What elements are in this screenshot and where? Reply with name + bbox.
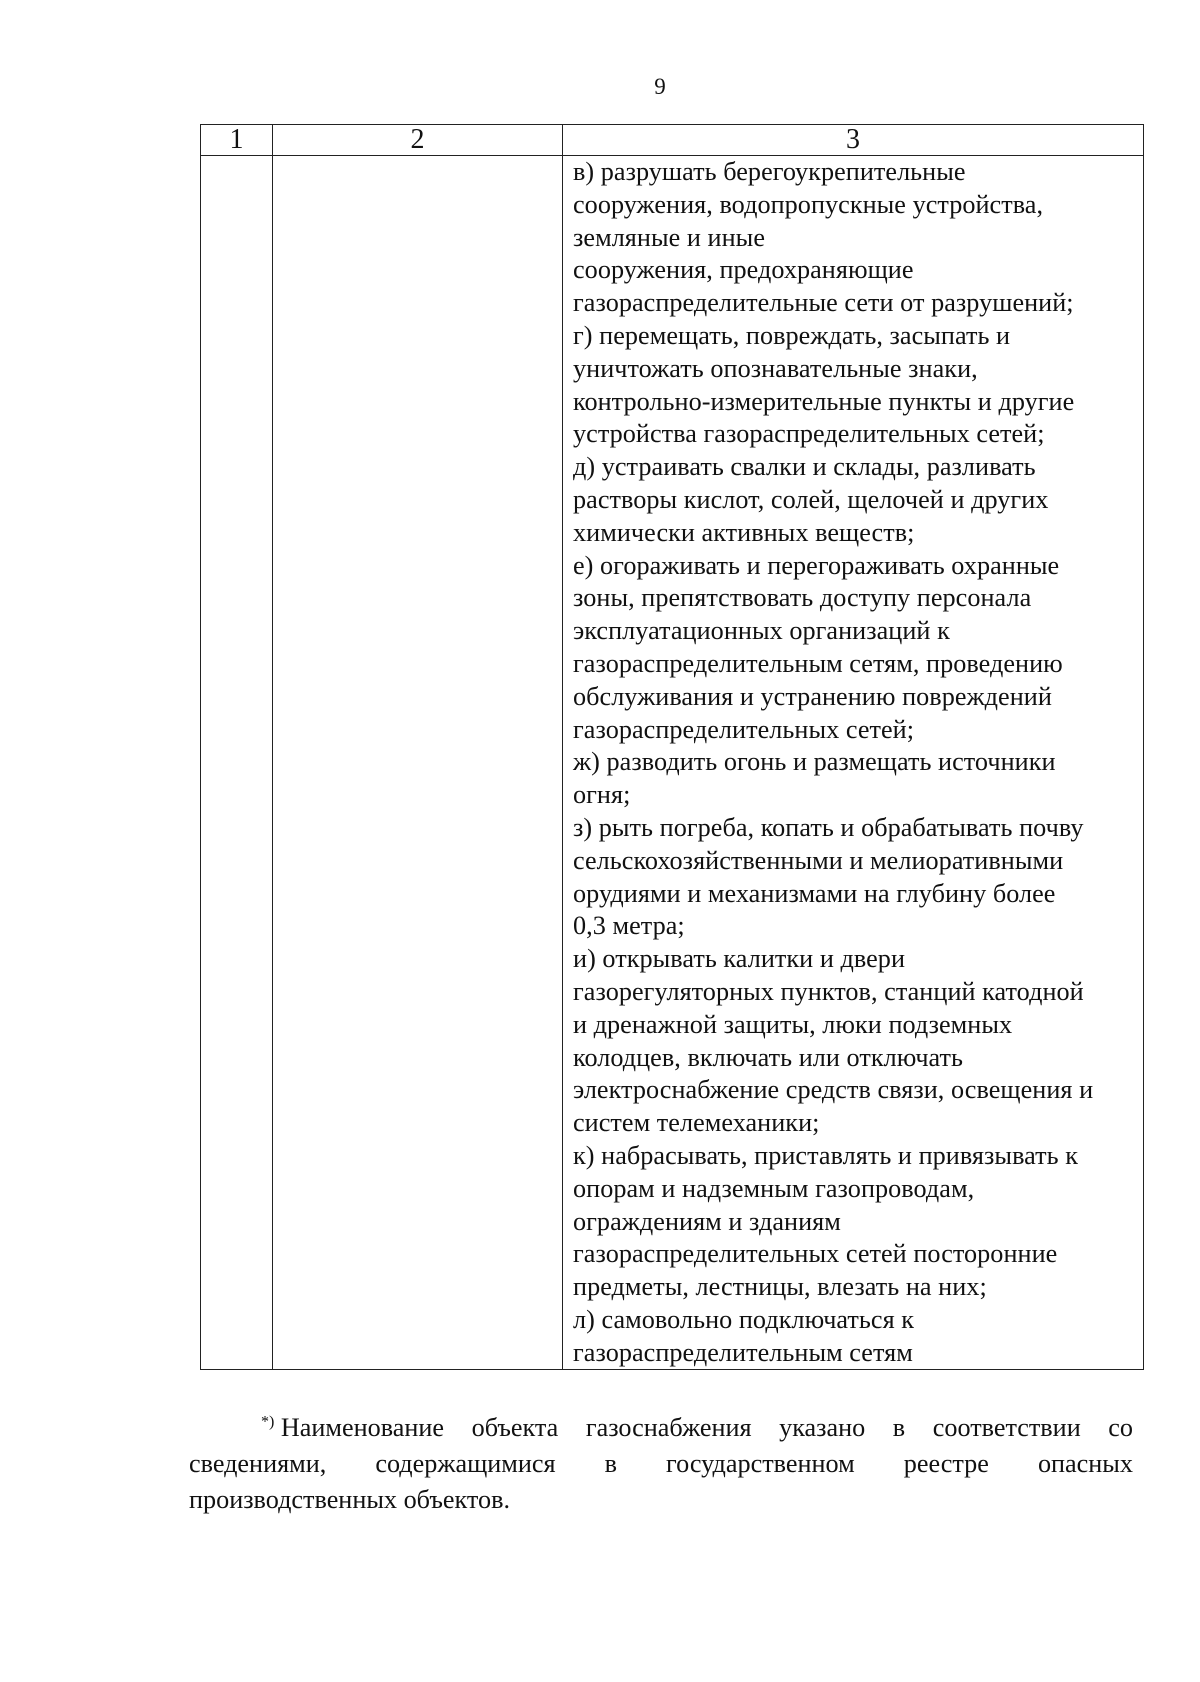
list-item: г) перемещать, повреждать, засыпать и bbox=[573, 320, 1011, 350]
cell-column-3 bbox=[563, 156, 1144, 1370]
list-item: в) разрушать берегоукрепительные bbox=[573, 157, 966, 186]
footnote-word: в bbox=[604, 1449, 617, 1478]
list-item: предметы, лестницы, влезать на них; bbox=[573, 1272, 987, 1302]
list-item: опорам и надземным газопроводам, bbox=[573, 1173, 975, 1203]
list-item: з) рыть погреба, копать и обрабатывать почву bbox=[573, 812, 1084, 842]
list-item: газорегуляторных пунктов, станций катодной bbox=[573, 976, 1084, 1006]
list-item: газораспределительным сетям, проведению bbox=[573, 648, 1063, 678]
list-item: орудиями и механизмами на глубину более bbox=[573, 878, 1056, 908]
list-item: сооружения, водопропускные устройства, bbox=[573, 189, 1044, 219]
cell-column-1 bbox=[201, 156, 273, 1370]
list-item: л) самовольно подключаться к bbox=[573, 1304, 915, 1334]
list-item: огня; bbox=[573, 780, 631, 810]
footnote-word: со bbox=[1108, 1413, 1133, 1442]
footnote-word: соответствии bbox=[932, 1413, 1081, 1442]
footnote-word: содержащимися bbox=[375, 1449, 556, 1478]
footnote-word: государственном bbox=[666, 1449, 855, 1478]
footnote-line-2 bbox=[189, 1446, 1133, 1482]
footnote-word: газоснабжения bbox=[585, 1413, 752, 1442]
list-item: к) набрасывать, приставлять и привязывать к bbox=[573, 1140, 1078, 1170]
list-item: 0,3 метра; bbox=[573, 911, 685, 941]
footnote bbox=[189, 1410, 1133, 1518]
list-item: газораспределительным сетям bbox=[573, 1337, 913, 1367]
list-item: е) огораживать и перегораживать охранные bbox=[573, 550, 1060, 580]
list-item: колодцев, включать или отключать bbox=[573, 1042, 964, 1072]
list-item: земляные и иные bbox=[573, 222, 765, 252]
list-item: контрольно-измерительные пункты и другие bbox=[573, 386, 1075, 416]
table-header-row bbox=[201, 125, 1144, 156]
footnote-word: в bbox=[892, 1413, 906, 1442]
footnote-word bbox=[261, 1410, 444, 1446]
footnote-word: объекта bbox=[471, 1413, 559, 1442]
list-item: эксплуатационных организаций к bbox=[573, 616, 950, 646]
list-item: газораспределительных сетей; bbox=[573, 714, 915, 744]
footnote-word: указано bbox=[779, 1413, 866, 1442]
table-row bbox=[201, 156, 1144, 1370]
list-item: устройства газораспределительных сетей; bbox=[573, 419, 1045, 449]
footnote-word: опасных bbox=[1037, 1449, 1133, 1478]
column-header-3: 3 bbox=[563, 125, 1144, 156]
list-item: сооружения, предохраняющие bbox=[573, 255, 914, 285]
list-item: д) устраивать свалки и склады, разливать bbox=[573, 452, 1036, 482]
column-header-1: 1 bbox=[201, 125, 273, 156]
list-item: систем телемеханики; bbox=[573, 1108, 820, 1138]
list-item: электроснабжение средств связи, освещения и bbox=[573, 1075, 1094, 1105]
list-item: уничтожать опознавательные знаки, bbox=[573, 353, 978, 383]
list-item: сельскохозяйственными и мелиоративными bbox=[573, 845, 1064, 875]
list-item: химически активных веществ; bbox=[573, 517, 915, 547]
list-item: ж) разводить огонь и размещать источники bbox=[573, 747, 1056, 777]
list-item: растворы кислот, солей, щелочей и других bbox=[573, 484, 1049, 514]
footnote-word: реестре bbox=[903, 1449, 989, 1478]
list-item: зоны, препятствовать доступу персонала bbox=[573, 583, 1032, 613]
list-item: и дренажной защиты, люки подземных bbox=[573, 1009, 1013, 1039]
list-item: газораспределительные сети от разрушений; bbox=[573, 288, 1074, 318]
list-item: и) открывать калитки и двери bbox=[573, 944, 906, 974]
requirements-table bbox=[200, 124, 1144, 1370]
list-item: газораспределительных сетей посторонние bbox=[573, 1239, 1058, 1269]
list-item: обслуживания и устранению повреждений bbox=[573, 681, 1052, 711]
footnote-word-text: Наименование bbox=[280, 1413, 445, 1442]
footnote-word: сведениями, bbox=[189, 1449, 327, 1478]
column-header-2: 2 bbox=[273, 125, 563, 156]
footnote-line-3 bbox=[189, 1482, 1133, 1518]
footnote-line-1 bbox=[189, 1410, 1133, 1446]
footnote-marker: *) bbox=[261, 1413, 275, 1431]
list-item: ограждениям и зданиям bbox=[573, 1206, 841, 1236]
page-number: 9 bbox=[654, 74, 666, 99]
prohibited-actions-list bbox=[563, 156, 1143, 1369]
footnote-line-3-text: производственных объектов. bbox=[189, 1485, 510, 1514]
cell-column-2 bbox=[273, 156, 563, 1370]
